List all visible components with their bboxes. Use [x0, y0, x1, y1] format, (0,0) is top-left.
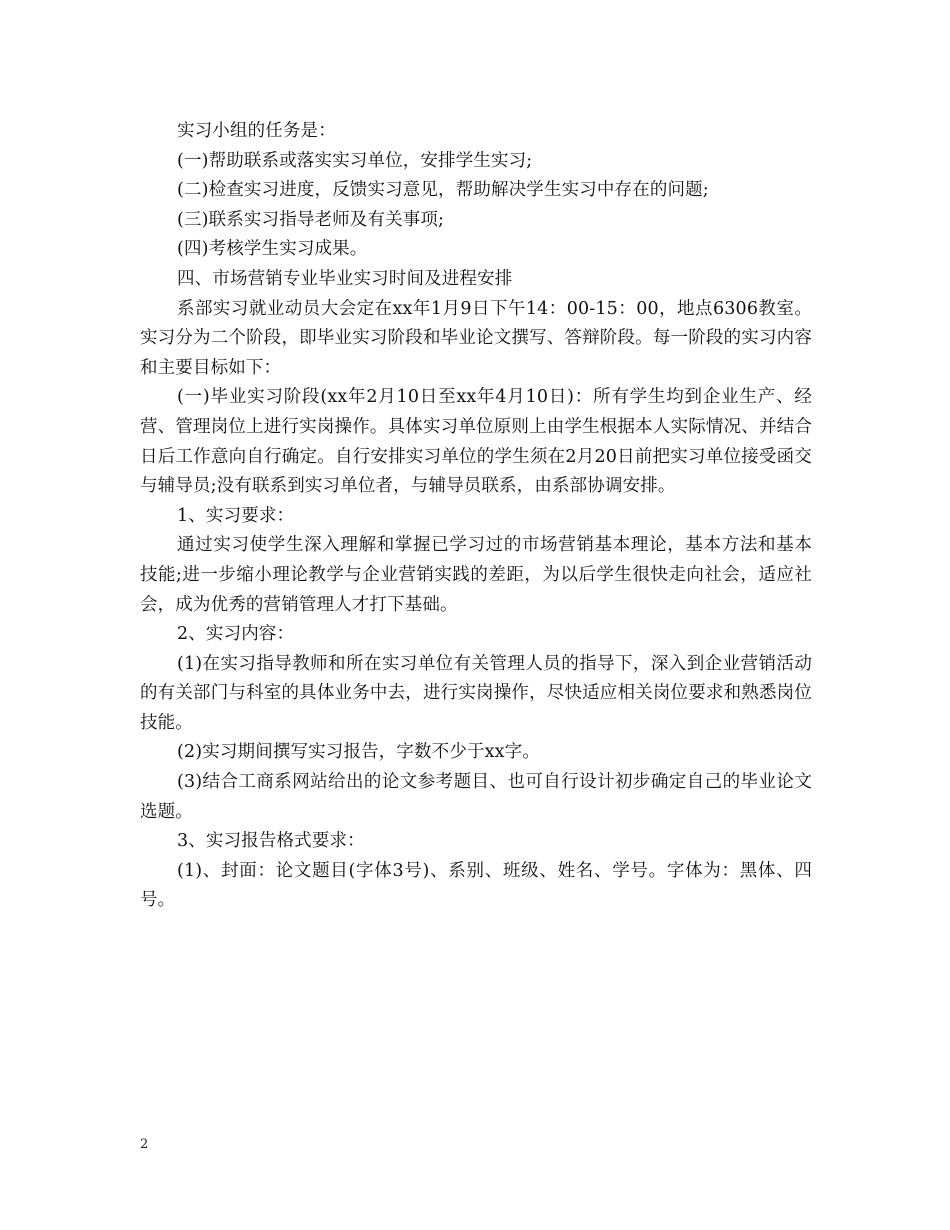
paragraph-content-2: (2)实习期间撰写实习报告，字数不少于xx字。 — [177, 742, 540, 763]
paragraph-task-4: (四)考核学生实习成果。 — [177, 239, 368, 260]
paragraph-requirements: 通过实习使学生深入理解和掌握已学习过的市场营销基本理论，基本方法和基本技能;进一步缩小理论教学与企业营销实践的差距，为以后学生很快走向社会，适应社会，成为优秀的营销管理人才打下基础。 — [140, 535, 812, 615]
paragraph-mobilization-meeting: 系部实习就业动员大会定在xx年1月9日下午14：00-15：00，地点6306教室。实习分为二个阶段，即毕业实习阶段和毕业论文撰写、答辩阶段。每一阶段的实习内容和主要目标如下： — [140, 298, 812, 378]
subheading-content: 2、实习内容： — [177, 624, 295, 645]
paragraph-task-2: (二)检查实习进度，反馈实习意见，帮助解决学生实习中存在的问题; — [177, 180, 709, 201]
paragraph-content-3: (3)结合工商系网站给出的论文参考题目、也可自行设计初步确定自己的毕业论文选题。 — [140, 772, 812, 822]
paragraph-task-intro: 实习小组的任务是： — [177, 121, 336, 141]
paragraph-content-1: (1)在实习指导教师和所在实习单位有关管理人员的指导下，深入到企业营销活动的有关部门与科室的具体业务中去，进行实岗操作，尽快适应相关岗位要求和熟悉岗位技能。 — [140, 653, 812, 733]
paragraph-report-format-1: (1)、封面：论文题目(字体3号)、系别、班级、姓名、学号。字体为：黑体、四号。 — [140, 860, 812, 911]
subheading-report-format: 3、实习报告格式要求： — [177, 831, 365, 852]
paragraph-internship-stage: (一)毕业实习阶段(xx年2月10日至xx年4月10日)：所有学生均到企业生产、经营、管理岗位上进行实岗操作。具体实习单位原则上由学生根据本人实际情况、并结合日后工作意向自行确定。自行安排实习单位的学生须在2月20日前把实习单位接受函交与辅导员;没有联系到实习单位者，与辅导员联系，由系部协调安排。 — [140, 387, 812, 497]
subheading-requirements: 1、实习要求： — [177, 505, 295, 526]
paragraph-task-1: (一)帮助联系或落实实习单位，安排学生实习; — [177, 150, 533, 171]
page-number: 2 — [140, 1137, 149, 1152]
paragraph-task-3: (三)联系实习指导老师及有关事项; — [177, 209, 445, 230]
section-heading-schedule: 四、市场营销专业毕业实习时间及进程安排 — [177, 268, 513, 289]
document-body — [140, 117, 812, 916]
